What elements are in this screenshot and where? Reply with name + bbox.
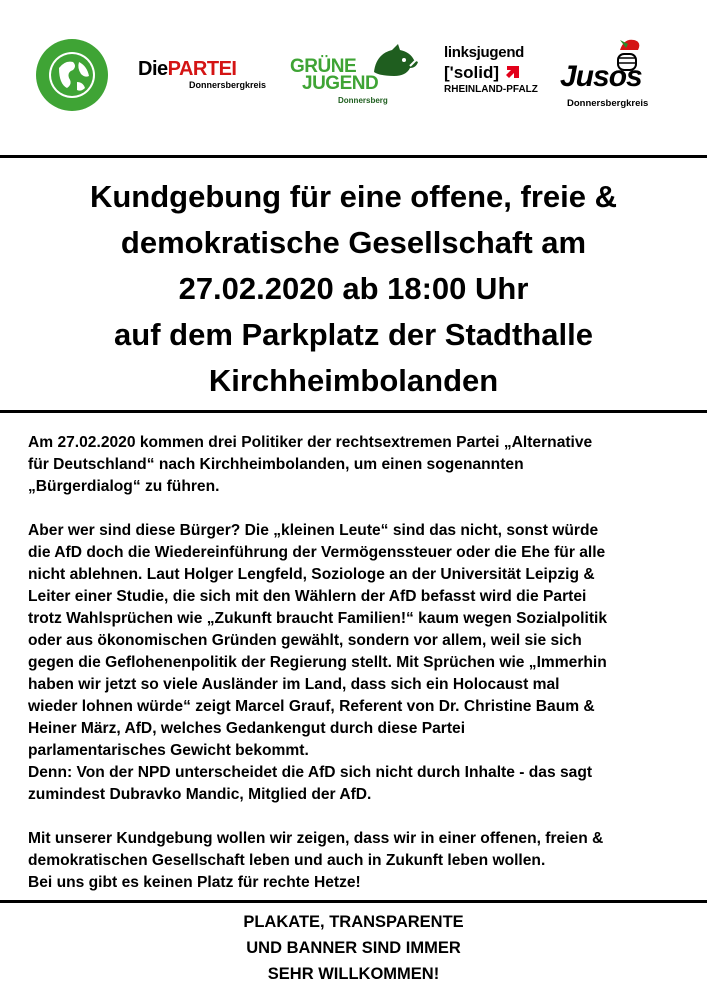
headline-line4: auf dem Parkplatz der Stadthalle — [114, 317, 593, 352]
paragraph-2: Aber wer sind diese Bürger? Die „kleinen Leute“ sind das nicht, sonst würde die AfD doch die Wiedereinführung der Vermögenssteuer oder die Ehe für alle nicht ablehnen. Laut Holger Lengfeld, Soziologe an der Universität Leipzig & Leiter einer Studie, die sich mit den Wählern der AfD befasst wird die Partei trotz Wahlsprüchen wie „Zukunft braucht Familien!“ kaum wegen Sozialpolitik oder aus ökonomischen Gründen gewählt, sondern vor allem, weil sie sich gegen die Geflohenenpolitik der Regierung stellt. Mit Sprüchen wie „Immerhin haben wir jetzt so viele Ausländer im Land, dass sich ein Holocaust mal wieder lohnen würde“ zeigt Marcel Grauf, Referent von Dr. Christine Baum & Heiner März, AfD, welches Gedankengut durch diese Partei parlamentarisches Gewicht bekommt. — [28, 522, 608, 759]
headline-line5: Kirchheimbolanden — [208, 363, 499, 398]
paragraph-1: Am 27.02.2020 kommen drei Politiker der rechtsextremen Partei „Alternative für Deutschland“ nach Kirchheimbolanden, um einen sogenannten „Bürgerdialog“ zu führen. — [28, 434, 593, 495]
paragraph-4: Mit unserer Kundgebung wollen wir zeigen, dass wir in einer offenen, freien & demokratischen Gesellschaft leben und auch in Zukunft leben wollen. Bei uns gibt es keinen Platz für rechte Hetze! — [28, 830, 604, 891]
logo-bar — [0, 30, 707, 120]
gj-line2: JUGEND — [302, 73, 379, 94]
divider-middle — [0, 410, 707, 413]
arrow-up-icon — [505, 64, 521, 82]
gruene-jugend-logo — [290, 42, 418, 108]
headline-line1: Kundgebung für eine offene, freie & — [89, 179, 617, 214]
boar-icon — [370, 42, 418, 82]
globe-icon — [35, 38, 109, 112]
divider-top — [0, 155, 707, 158]
headline-line2: demokratische Gesellschaft am — [120, 225, 587, 260]
jusos-logo — [558, 36, 668, 116]
lj-line3: RHEINLAND-PFALZ — [444, 84, 538, 95]
body-text — [28, 432, 688, 916]
headline — [0, 174, 707, 404]
footer-line2: UND BANNER SIND IMMER — [246, 939, 461, 957]
paragraph-3: Denn: Von der NPD unterscheidet die AfD sich nicht durch Inhalte - das sagt zumindest Dubravko Mandic, Mitglied der AfD. — [28, 764, 593, 803]
die-partei-logo — [138, 58, 266, 90]
footer-line1: PLAKATE, TRANSPARENTE — [243, 913, 464, 931]
partei-name: PARTEI — [167, 58, 237, 80]
headline-line3: 27.02.2020 ab 18:00 Uhr — [178, 271, 529, 306]
footer-callout — [0, 909, 707, 987]
partei-die: Die — [138, 58, 168, 80]
fridays-for-future-logo — [35, 38, 109, 112]
linksjugend-solid-logo — [444, 44, 536, 96]
divider-bottom — [0, 900, 707, 903]
lj-line1: linksjugend — [444, 44, 525, 61]
footer-line3: SEHR WILLKOMMEN! — [267, 965, 440, 983]
jusos-word: Jusos — [560, 60, 642, 93]
jusos-sub: Donnersbergkreis — [567, 98, 649, 109]
partei-sub: Donnersbergkreis — [188, 80, 266, 90]
gj-line1: GRÜNE — [290, 56, 357, 77]
lj-line2: ['solid] — [444, 63, 500, 82]
gj-sub: Donnersberg — [338, 96, 388, 105]
